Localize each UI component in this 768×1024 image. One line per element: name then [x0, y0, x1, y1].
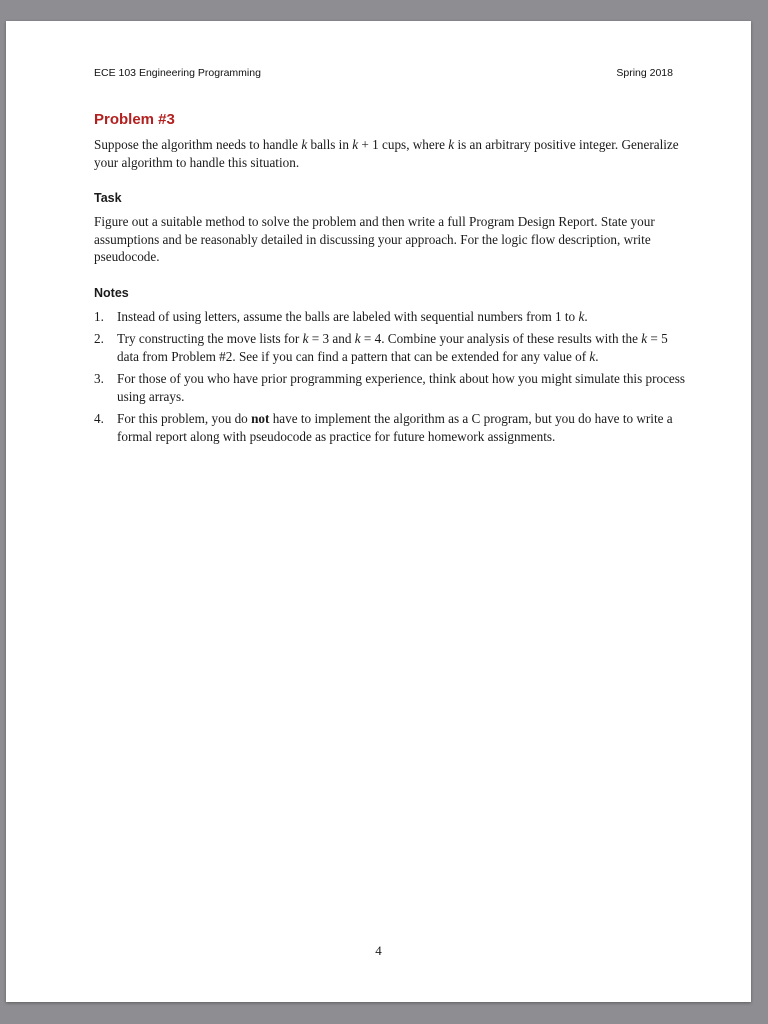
problem-intro: Suppose the algorithm needs to handle k balls in k + 1 cups, where k is an arbitrary positive integer. Generalize your algorithm to handle this situation. — [94, 137, 679, 170]
page-number: 4 — [375, 943, 382, 958]
note-number: 3. — [94, 371, 104, 386]
page-content — [94, 111, 690, 450]
notes-heading: Notes — [94, 285, 129, 300]
note-item-3: 3. For those of you who have prior programming experience, think about how you might simulate this process using arrays. — [94, 371, 686, 404]
note-number: 2. — [94, 331, 104, 346]
note-item-2: 2. Try constructing the move lists for k = 3 and k = 4. Combine your analysis of these results with the k = 5 data from Problem #2. See if you can find a pattern that can be extended for any value of k. — [94, 331, 668, 364]
task-text: Figure out a suitable method to solve the problem and then write a full Program Design Report. State your assumptions and be reasonably detailed in discussing your approach. For the logic flow description, write pseudocode. — [94, 214, 655, 264]
document-page — [6, 21, 751, 1002]
note-number: 1. — [94, 308, 104, 324]
header-term: Spring 2018 — [616, 67, 673, 79]
problem-title: Problem #3 — [94, 111, 175, 128]
header-course-title: ECE 103 Engineering Programming — [94, 67, 261, 79]
notes-list — [94, 308, 690, 446]
task-heading: Task — [94, 191, 122, 205]
note-item-4: 4. For this problem, you do not have to implement the algorithm as a C program, but you do have to write a formal report along with pseudocode as practice for future homework assignments. — [94, 411, 673, 444]
note-item-1: 1. Instead of using letters, assume the balls are labeled with sequential numbers from 1 to k. — [94, 308, 588, 324]
note-number: 4. — [94, 411, 104, 426]
